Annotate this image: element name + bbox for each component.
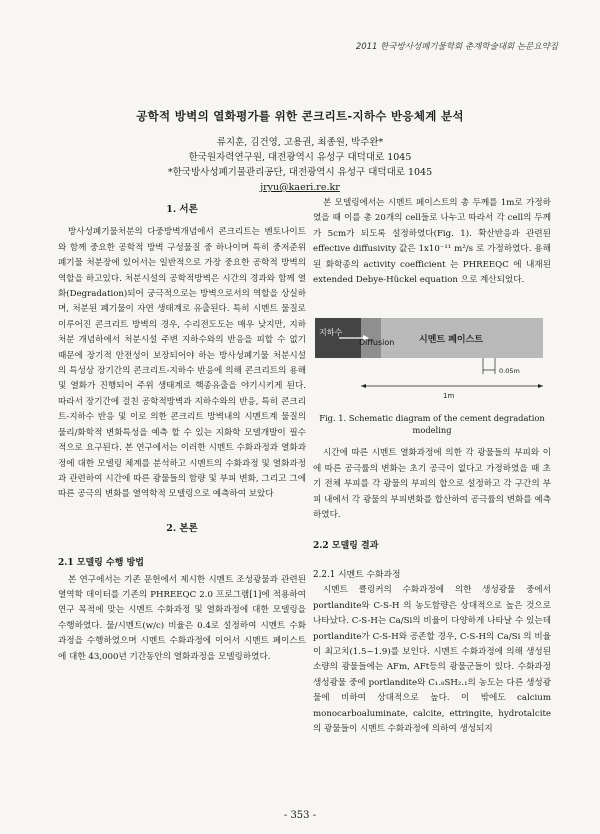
- porosity-paragraph: 시간에 따른 시멘트 열화과정에 의한 각 광물들의 부피와 이에 따른 공극률의 변화는 초기 공극이 없다고 가정하였을 때 초기 전체 부피를 각 광물의 부피의 합으로 설정하고 각 구간의 부피 내에서 각 광물의 부피변화를 합산하여 공극률의 변화를 예측하였다.: [313, 448, 551, 521]
- hydration-results-paragraph: 시멘트 클링커의 수화과정에 의한 생성광물 중에서 portlandite와 C-S-H 의 농도함량은 상대적으로 높은 것으로 나타났다. C-S-H는 Ca/Si의 비율이 다양하게 나타날 수 있는데 portlandite가 C-S-H와 공존할 경우, C-S-H의 Ca/Si 의 비율이 최고치(1.5~1.9)를 보인다. 시멘트 수화과정에 의해 생성된 소량의 광물들에는 AFm, AFt등의 광물군들이 있다. 수화과정 생성광물 중에 portlandite와 C₁.₈SH₂.₁의 농도는 다른 생성광물에 비하여 상대적으로 높다. 이 밖에도 calcium monocarboaluminate, calcite, ettringite, hydrotalcite 의 광물들이 시멘트 수화과정에 의하여 생성되지: [313, 585, 551, 734]
- section-2-heading: 2. 본론: [166, 522, 198, 534]
- total-width-label: 1m: [443, 392, 455, 401]
- total-arrow-head-left: [361, 384, 366, 388]
- cement-paste-label: 시멘트 페이스트: [419, 335, 483, 346]
- subsection-2-1-heading: 2.1 모델링 수행 방법: [58, 558, 144, 569]
- author-block: [0, 135, 600, 195]
- diffusion-label: Diffusion: [359, 338, 395, 348]
- total-arrow-head-right: [538, 384, 543, 388]
- author-email[interactable]: jryu@kaeri.re.kr: [260, 182, 340, 193]
- author-names: 류지훈, 김건영, 고용권, 최종원, 박주완*: [216, 137, 384, 148]
- degradation-schematic: [313, 298, 551, 408]
- paper-title: 공학적 방벽의 열화평가를 위한 콘크리트-지하수 반응체계 분석: [136, 109, 464, 123]
- methods-paragraph: 본 연구에서는 기존 문헌에서 제시한 시멘트 조성광물과 관련된 열역학 데이터를 기존의 PHREEQC 2.0 프로그램[1]에 적용하여 연구 목적에 맞는 시멘트 수화과정 및 열화과정에 대한 모델링을 수행하였다. 물/시멘트(w/c) 비율은 0.4로 설정하여 시멘트 수화과정을 수행하였으며 시멘트 수화과정에 이어서 시멘트 페이스트에 대한 43,000년 기간동안의 열화과정을 모델링하였다.: [58, 574, 306, 662]
- affiliation-2: *한국방사성폐기물관리공단, 대전광역시 유성구 대덕대로 1045: [167, 167, 433, 178]
- section-1-heading: 1. 서론: [166, 204, 198, 215]
- left-column: [58, 200, 306, 665]
- page-number: - 353 -: [283, 810, 317, 821]
- subsection-2-2-heading: 2.2 모델링 결과: [313, 541, 379, 552]
- figure-1-caption: Fig. 1. Schematic diagram of the cement degradation modeling: [319, 413, 545, 436]
- running-header: 2011 한국방사성폐기물학회 춘계학술대회 논문요약집: [355, 42, 558, 52]
- cell-width-label: 0.05m: [499, 367, 520, 376]
- groundwater-label: 지하수: [319, 328, 343, 338]
- affiliation-1: 한국원자력연구원, 대전광역시 유성구 대덕대로 1045: [188, 152, 412, 163]
- introduction-paragraph: 방사성폐기물처분의 다중방벽개념에서 콘크리트는 벤토나이트와 함께 중요한 공학적 방벽 구성물질 중 하나이며 특히 중저준위폐기물 처분장에 있어서는 일반적으로 가장 중요한 공학적 방벽의 역할을 하고있다. 처분시설의 공학적방벽은 시간의 경과와 함께 열화(Degradation)되어 궁극적으로는 방벽으로서의 역할을 상실하며, 처분된 폐기물이 자연 생태계로 유출된다. 특히 시멘트 물질로 이루어진 콘크리트 방벽의 경우, 수리전도도는 매우 낮지만, 지하처분 개념하에서 처분시설 주변 지하수와의 반응을 피할 수 없기 때문에 장기적 안전성이 보장되어야 하는 방사성폐기물 처분시설의 특성상 장기간의 콘크리트-지하수 반응에 의해 콘크리트의 용해 및 열화가 진행되어 주위 생태계로 핵종유출을 야기시키게 된다. 따라서 장기간에 걸친 공학적방벽과 지하수와의 반응, 특히 콘크리트-지하수 반응 및 이로 의한 콘크리트 방벽내의 시멘트계 물질의 물리/화학적 변화특성을 예측 할 수 있는 지화학 모델개발이 필수적으로 요구된다. 본 연구에서는 이러한 시멘트 수화과정과 열화과정에 대한 모델링 체계를 분석하고 시멘트의 수화과정 및 열화과정과 관련하여 시간에 따른 광물들의 함량 및 부피 변화, 그리고 그에 따른 공극의 변화를 열역학적 모델링으로 예측하여 보았다: [58, 227, 306, 500]
- model-setup-paragraph: 본 모델링에서는 시멘트 페이스트의 총 두께를 1m로 가정하였을 때 이를 총 20개의 cell들로 나누고 따라서 각 cell의 두께가 5cm가 되도록 설정하였다(Fig. 1). 확산반응과 관련된 effective diffusivity 값은 1x10⁻¹¹ m²/s 로 가정하였다. 용해된 화학종의 activity coefficient 는 PHREEQC 에 내재된 extended Debye-Hückel equation 으로 계산되었다.: [313, 198, 551, 286]
- figure-1: [313, 298, 551, 408]
- right-column: [313, 196, 551, 737]
- subsection-2-2-1-heading: 2.2.1 시멘트 수화과정: [313, 569, 401, 580]
